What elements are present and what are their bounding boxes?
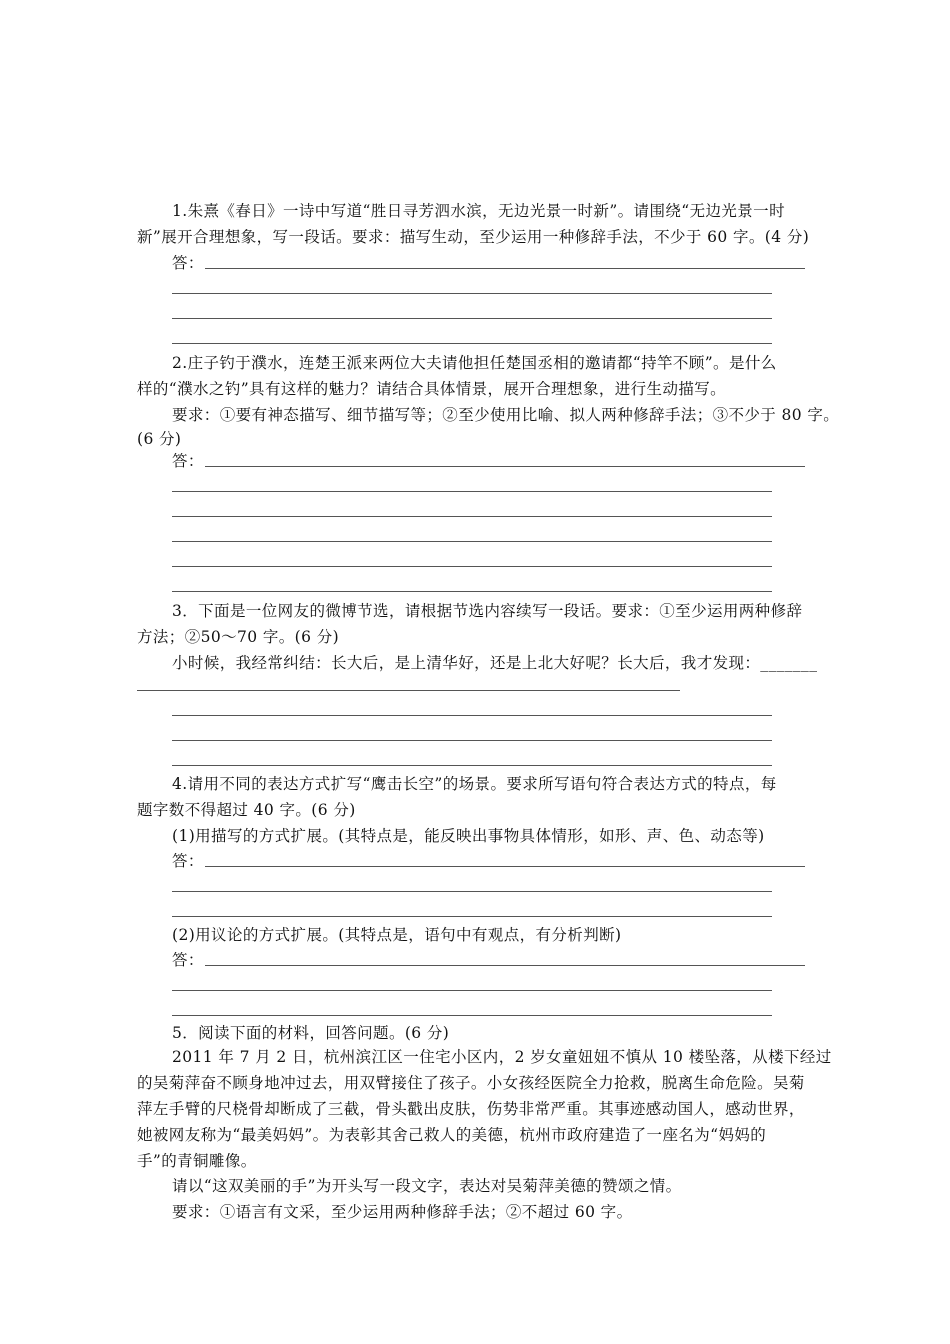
q2-line-4: (6 分) [137, 430, 182, 448]
q1-answer-line-1[interactable] [205, 268, 805, 269]
q1-answer-line-2[interactable] [172, 293, 772, 294]
q3-answer-line-1[interactable] [137, 690, 680, 691]
q4-sub2-answer-label: 答： [172, 951, 204, 969]
q4-sub-2: (2)用议论的方式扩展。(其特点是，语句中有观点，有分析判断) [172, 926, 622, 944]
q4-sub2-answer-line-3[interactable] [172, 1015, 772, 1016]
q5-para-line-5: 手”的青铜雕像。 [137, 1152, 257, 1170]
q2-answer-line-2[interactable] [172, 491, 772, 492]
q4-sub1-answer-label: 答： [172, 852, 204, 870]
q1-line-2: 新”展开合理想象，写一段话。要求：描写生动，至少运用一种修辞手法，不少于 60 字。(4 分) [137, 228, 810, 246]
q5-para-line-1: 2011 年 7 月 2 日，杭州滨江区一住宅小区内，2 岁女童妞妞不慎从 10 楼坠落，从楼下经过 [172, 1048, 832, 1066]
q3-answer-line-3[interactable] [172, 740, 772, 741]
q4-sub1-answer-line-1[interactable] [205, 866, 805, 867]
q2-answer-line-3[interactable] [172, 516, 772, 517]
q4-line-1: 4.请用不同的表达方式扩写“鹰击长空”的场景。要求所写语句符合表达方式的特点，每 [172, 775, 777, 793]
q5-para-line-3: 萍左手臂的尺桡骨却断成了三截，骨头戳出皮肤，伤势非常严重。其事迹感动国人，感动世界， [137, 1100, 805, 1118]
q4-sub1-answer-line-3[interactable] [172, 916, 772, 917]
q1-answer-line-3[interactable] [172, 318, 772, 319]
q2-answer-line-5[interactable] [172, 566, 772, 567]
q5-requirements: 要求：①语言有文采，至少运用两种修辞手法；②不超过 60 字。 [172, 1203, 633, 1221]
q3-answer-line-4[interactable] [172, 765, 772, 766]
q1-answer-line-4[interactable] [172, 343, 772, 344]
q4-sub-1: (1)用描写的方式扩展。(其特点是，能反映出事物具体情形，如形、声、色、动态等) [172, 827, 765, 845]
q4-line-2: 题字数不得超过 40 字。(6 分) [137, 801, 356, 819]
q5-para-line-4: 她被网友称为“最美妈妈”。为表彰其舍己救人的美德，杭州市政府建造了一座名为“妈妈的 [137, 1126, 767, 1144]
q2-answer-line-6[interactable] [172, 591, 772, 592]
q5-line-1: 5．阅读下面的材料，回答问题。(6 分) [172, 1024, 450, 1042]
q2-line-1: 2.庄子钓于濮水，连楚王派来两位大夫请他担任楚国丞相的邀请都“持竿不顾”。是什么 [172, 354, 777, 372]
q3-answer-line-2[interactable] [172, 715, 772, 716]
q1-answer-label: 答： [172, 254, 204, 272]
q4-sub1-answer-line-2[interactable] [172, 891, 772, 892]
q1-line-1: 1.朱熹《春日》一诗中写道“胜日寻芳泗水滨，无边光景一时新”。请围绕“无边光景一时 [172, 202, 785, 220]
q3-line-1: 3．下面是一位网友的微博节选，请根据节选内容续写一段话。要求：①至少运用两种修辞 [172, 602, 803, 620]
q2-answer-label: 答： [172, 452, 204, 470]
q2-answer-line-1[interactable] [205, 466, 805, 467]
q2-line-3: 要求：①要有神态描写、细节描写等；②至少使用比喻、拟人两种修辞手法；③不少于 80 字。 [172, 406, 840, 424]
q4-sub2-answer-line-1[interactable] [205, 965, 805, 966]
q5-para-line-2: 的吴菊萍奋不顾身地冲过去，用双臂接住了孩子。小女孩经医院全力抢救，脱离生命危险。吴菊 [137, 1074, 805, 1092]
q4-sub2-answer-line-2[interactable] [172, 990, 772, 991]
q3-line-2: 方法；②50～70 字。(6 分) [137, 628, 340, 646]
q3-line-3: 小时候，我经常纠结：长大后，是上清华好，还是上北大好呢？长大后，我才发现：_______ [172, 654, 818, 672]
q5-task: 请以“这双美丽的手”为开头写一段文字，表达对吴菊萍美德的赞颂之情。 [172, 1177, 682, 1195]
q2-answer-line-4[interactable] [172, 541, 772, 542]
q2-line-2: 样的“濮水之钓”具有这样的魅力？请结合具体情景，展开合理想象，进行生动描写。 [137, 380, 727, 398]
